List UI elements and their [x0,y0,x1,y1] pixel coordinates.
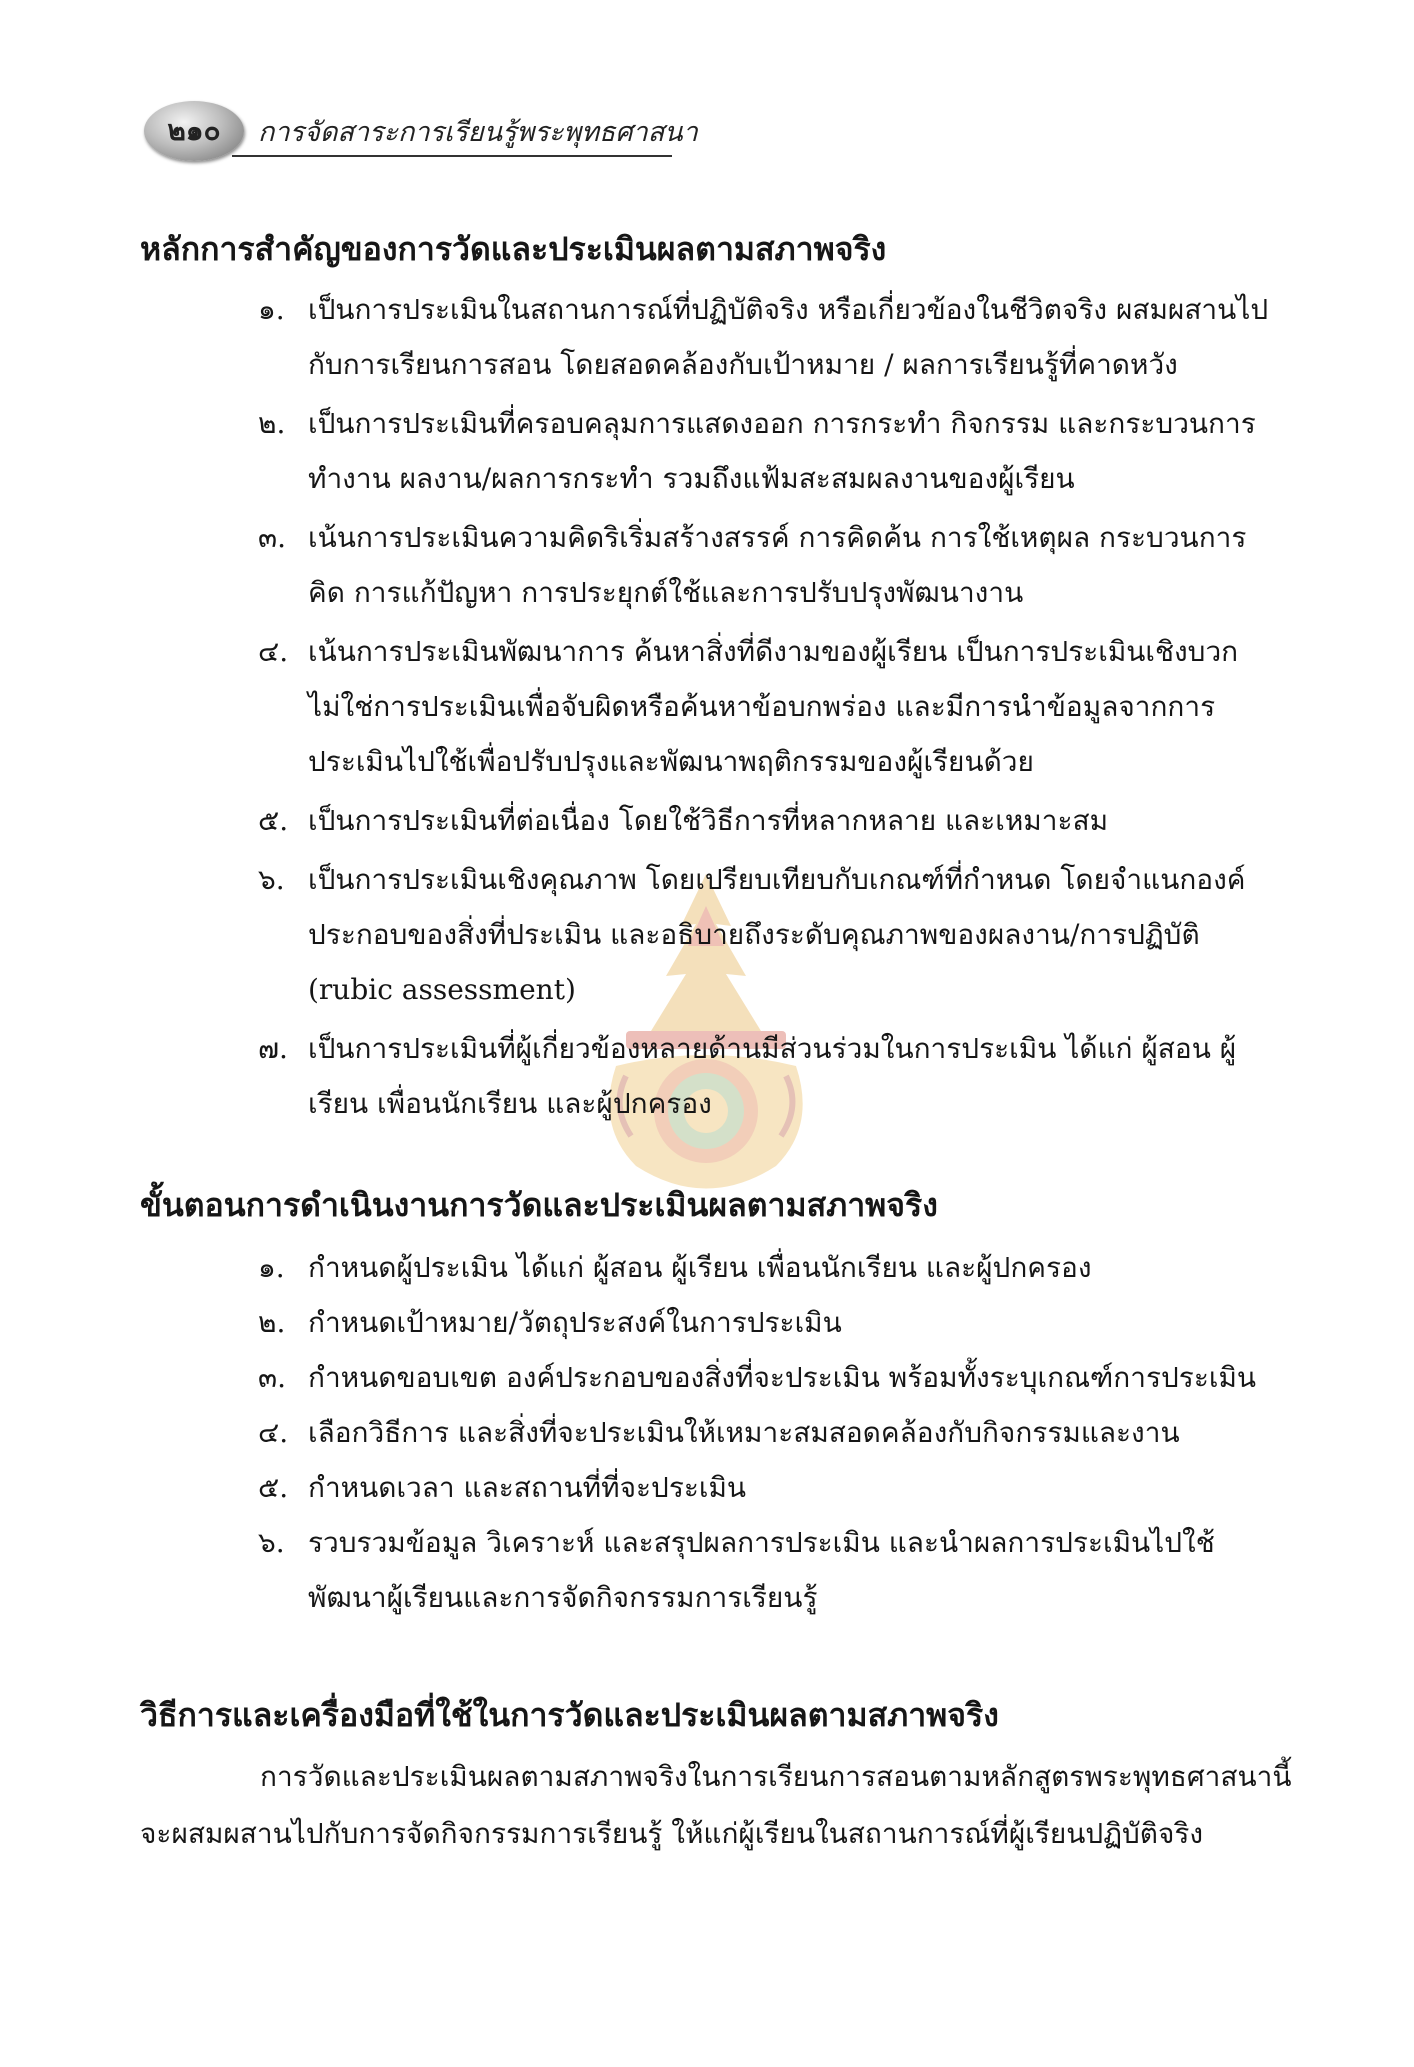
list-item [258,624,1278,789]
list-item [258,1295,1278,1350]
principles-list [258,282,1278,1131]
running-title: การจัดสาระการเรียนรู้พระพุทธศาสนา [258,117,698,148]
item-number: ๖. [258,863,285,896]
item-number: ๒. [258,407,286,440]
item-text: เป็นการประเมินที่ครอบคลุมการแสดงออก การกระทำ กิจกรรม และกระบวนการทำงาน ผลงาน/ผลการกระทำ รวมถึงแฟ้มสะสมผลงานของผู้เรียน [308,407,1256,495]
item-text: รวบรวมข้อมูล วิเคราะห์ และสรุปผลการประเมิน และนำผลการประเมินไปใช้พัฒนาผู้เรียนและการจัดกิจกรรมการเรียนรู้ [308,1526,1215,1614]
list-item [258,510,1278,620]
procedure-list [258,1240,1278,1625]
list-item [258,282,1278,392]
item-text: เน้นการประเมินพัฒนาการ ค้นหาสิ่งที่ดีงามของผู้เรียน เป็นการประเมินเชิงบวก ไม่ใช่การประเมินเพื่อจับผิดหรือค้นหาข้อบกพร่อง และมีการนำข้อมูลจากการประเมินไปใช้เพื่อปรับปรุงและพัฒนาพฤติกรรมของผู้เรียนด้วย [308,635,1239,778]
item-number: ๑. [258,1251,285,1284]
paragraph-line: การวัดและประเมินผลตามสภาพจริงในการเรียนการสอนตามหลักสูตรพระพุทธศาสนานี้ [260,1760,1292,1793]
item-text: กำหนดขอบเขต องค์ประกอบของสิ่งที่จะประเมิน พร้อมทั้งระบุเกณฑ์การประเมิน [308,1361,1257,1394]
header-rule [232,155,672,157]
item-number: ๓. [258,1361,287,1394]
list-item [258,1405,1278,1460]
paragraph-line: จะผสมผสานไปกับการจัดกิจกรรมการเรียนรู้ ให้แก่ผู้เรียนในสถานการณ์ที่ผู้เรียนปฏิบัติจริง [140,1817,1204,1850]
section-heading-procedure: ขั้นตอนการดำเนินงานการวัดและประเมินผลตามสภาพจริง [140,1186,938,1224]
item-number: ๔. [258,635,289,668]
list-item [258,793,1278,848]
item-text: กำหนดเป้าหมาย/วัตถุประสงค์ในการประเมิน [308,1306,842,1339]
item-text: เป็นการประเมินในสถานการณ์ที่ปฏิบัติจริง หรือเกี่ยวข้องในชีวิตจริง ผสมผสานไปกับการเรียนการสอน โดยสอดคล้องกับเป้าหมาย / ผลการเรียนรู้ที่คาดหวัง [308,293,1269,381]
item-text: เป็นการประเมินเชิงคุณภาพ โดยเปรียบเทียบกับเกณฑ์ที่กำหนด โดยจำแนกองค์ประกอบของสิ่งที่ประเมิน และอธิบายถึงระดับคุณภาพของผลงาน/การปฏิบัติ (rubic assessment) [308,863,1246,1006]
section-heading-methods: วิธีการและเครื่องมือที่ใช้ในการวัดและประเมินผลตามสภาพจริง [140,1696,999,1734]
item-number: ๒. [258,1306,286,1339]
item-number: ๑. [258,293,285,326]
item-number: ๗. [258,1032,288,1065]
list-item [258,396,1278,506]
item-text: กำหนดเวลา และสถานที่ที่จะประเมิน [308,1471,747,1504]
item-number: ๕. [258,1471,289,1504]
item-number: ๕. [258,804,289,837]
list-item [258,1460,1278,1515]
page-number: ๒๑๐ [167,114,221,147]
item-text: เลือกวิธีการ และสิ่งที่จะประเมินให้เหมาะสมสอดคล้องกับกิจกรรมและงาน [308,1416,1180,1449]
list-item [258,1021,1278,1131]
list-item [258,852,1278,1017]
item-text: เป็นการประเมินที่ผู้เกี่ยวข้องหลายด้านมีส่วนร่วมในการประเมิน ได้แก่ ผู้สอน ผู้เรียน เพื่อนนักเรียน และผู้ปกครอง [308,1032,1237,1120]
item-text: กำหนดผู้ประเมิน ได้แก่ ผู้สอน ผู้เรียน เพื่อนนักเรียน และผู้ปกครอง [308,1251,1092,1284]
list-item [258,1515,1278,1625]
methods-paragraph [140,1748,1292,1862]
item-text: เป็นการประเมินที่ต่อเนื่อง โดยใช้วิธีการที่หลากหลาย และเหมาะสม [308,804,1109,837]
list-item [258,1240,1278,1295]
list-item [258,1350,1278,1405]
item-number: ๔. [258,1416,289,1449]
section-heading-principles: หลักการสำคัญของการวัดและประเมินผลตามสภาพจริง [140,230,887,268]
page-number-badge [144,101,244,161]
item-text: เน้นการประเมินความคิดริเริ่มสร้างสรรค์ การคิดค้น การใช้เหตุผล กระบวนการคิด การแก้ปัญหา การประยุกต์ใช้และการปรับปรุงพัฒนางาน [308,521,1247,609]
item-number: ๖. [258,1526,285,1559]
item-number: ๓. [258,521,287,554]
